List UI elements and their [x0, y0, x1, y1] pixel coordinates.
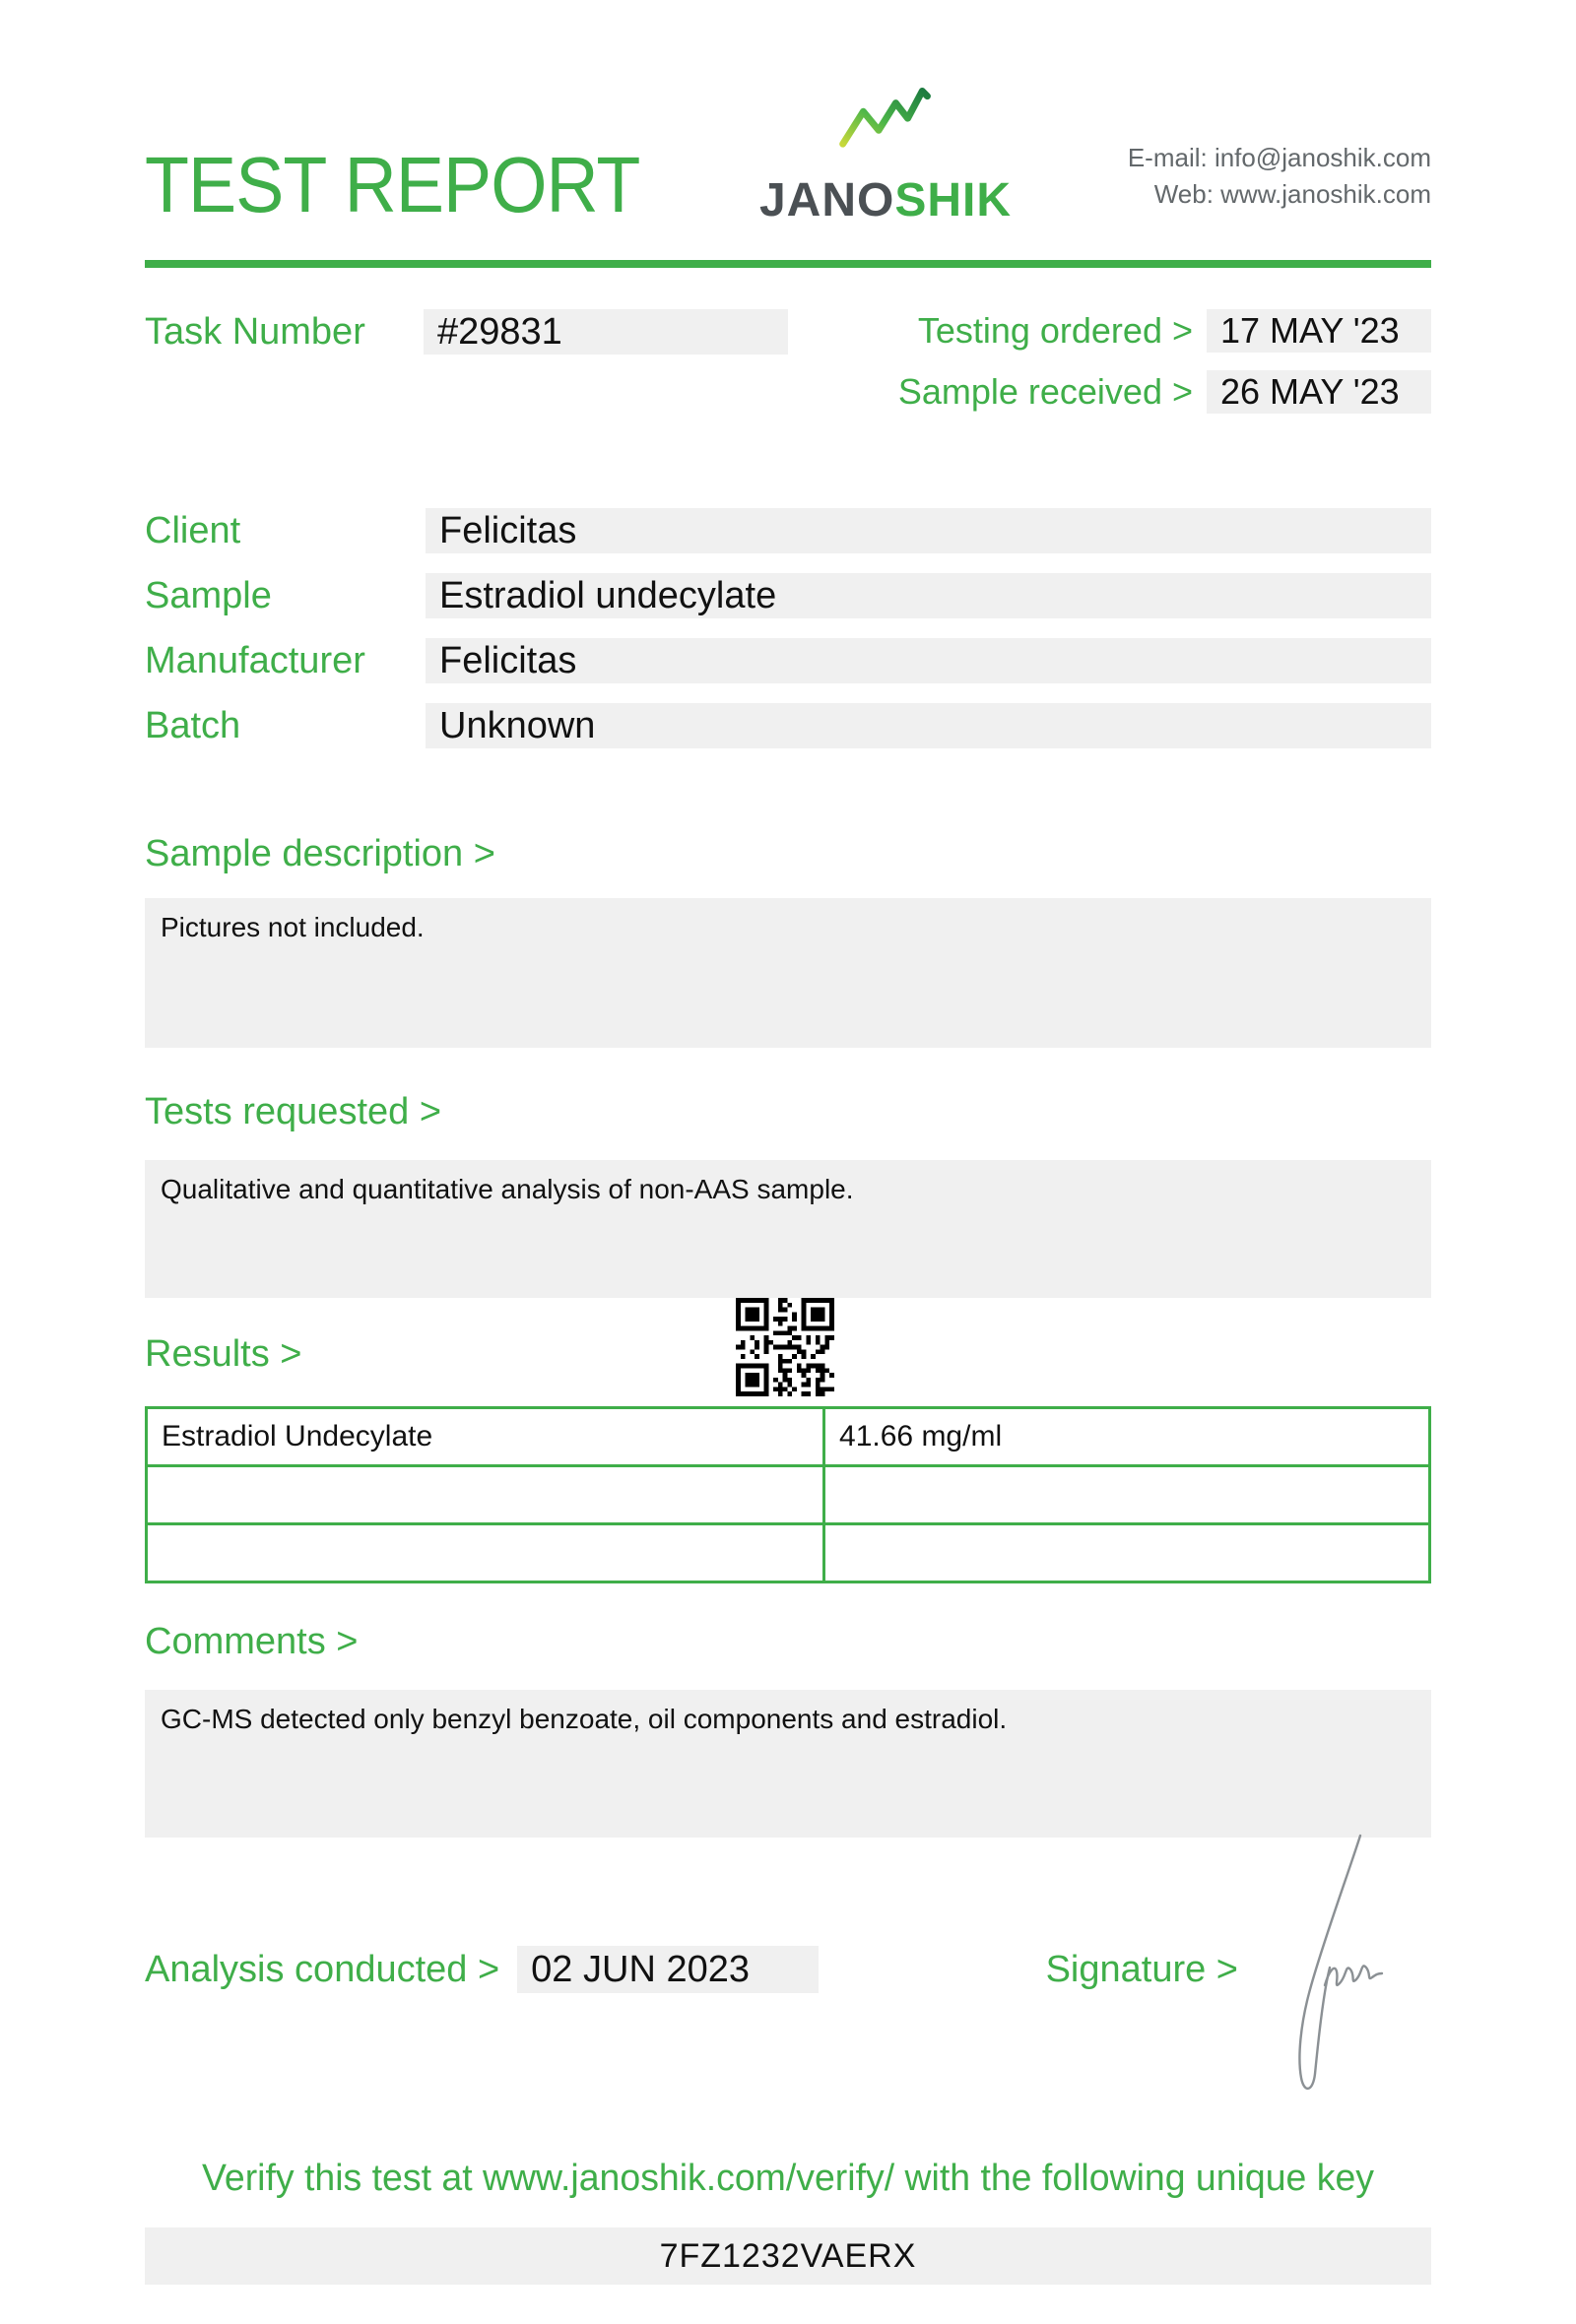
verify-text: Verify this test at www.janoshik.com/verify/ with the following unique key	[201, 2158, 1374, 2199]
logo-jano: JANO	[758, 174, 895, 226]
table-row	[147, 1408, 1430, 1466]
table-row	[147, 1466, 1430, 1524]
task-number-label: Task Number	[145, 310, 365, 353]
sample-received-row	[898, 370, 1431, 414]
contact-web: Web: www.janoshik.com	[1153, 179, 1431, 209]
result-name-cell: Estradiol Undecylate	[147, 1408, 824, 1466]
verify-key: 7FZ1232VAERX	[145, 2227, 1431, 2285]
info-row-client	[145, 508, 1431, 553]
growth-chart-icon	[834, 79, 937, 173]
sample-received-value: 26 MAY '23	[1207, 370, 1431, 414]
comments-body: GC-MS detected only benzyl benzoate, oil components and estradiol.	[145, 1690, 1431, 1838]
results-header	[145, 1333, 1431, 1402]
task-row	[145, 309, 1431, 414]
sample-info	[145, 508, 1431, 748]
comments-heading: Comments >	[145, 1621, 359, 1662]
logo-shik: SHIK	[894, 174, 1013, 226]
analysis-conducted-label: Analysis conducted >	[145, 1948, 500, 1990]
info-row-batch	[145, 703, 1431, 748]
analysis-conducted	[145, 1946, 819, 1993]
tests-requested-body: Qualitative and quantitative analysis of non-AAS sample.	[145, 1160, 1431, 1298]
sample-label: Sample	[145, 575, 272, 616]
task-number-value: #29831	[424, 309, 788, 355]
batch-label: Batch	[145, 705, 241, 746]
sample-received-label: Sample received >	[897, 371, 1193, 412]
logo	[759, 79, 1012, 225]
logo-wordmark	[758, 174, 1013, 226]
tests-requested-heading: Tests requested >	[145, 1091, 442, 1132]
table-row	[147, 1524, 1430, 1582]
result-name-cell	[147, 1466, 824, 1524]
result-value-cell: 41.66 mg/ml	[824, 1408, 1430, 1466]
testing-ordered-row	[898, 309, 1431, 353]
qr-code	[736, 1298, 834, 1396]
result-name-cell	[147, 1524, 824, 1582]
result-value-cell	[824, 1466, 1430, 1524]
batch-value: Unknown	[426, 703, 1431, 748]
testing-ordered-value: 17 MAY '23	[1207, 309, 1431, 353]
analysis-conducted-value: 02 JUN 2023	[517, 1946, 819, 1993]
results-table	[145, 1406, 1431, 1583]
results-heading: Results >	[145, 1333, 302, 1375]
signature-block	[1046, 1940, 1384, 1999]
info-row-manufacturer	[145, 638, 1431, 683]
header-divider	[145, 260, 1431, 268]
dates-block	[898, 309, 1431, 414]
manufacturer-label: Manufacturer	[145, 640, 365, 681]
task-number	[145, 309, 788, 355]
client-label: Client	[145, 510, 241, 551]
sample-value: Estradiol undecylate	[426, 573, 1431, 618]
signature-image	[1274, 1940, 1384, 1999]
signature-label: Signature >	[1045, 1948, 1238, 1990]
footer-row	[145, 1940, 1431, 1999]
sample-description-heading: Sample description >	[145, 833, 495, 874]
manufacturer-value: Felicitas	[426, 638, 1431, 683]
contact-email: E-mail: info@janoshik.com	[1127, 143, 1431, 172]
info-row-sample	[145, 573, 1431, 618]
page-title: TEST REPORT	[145, 141, 640, 228]
testing-ordered-label: Testing ordered >	[917, 310, 1193, 351]
header	[0, 0, 1576, 228]
result-value-cell	[824, 1524, 1430, 1582]
contact-block	[1128, 140, 1431, 225]
client-value: Felicitas	[426, 508, 1431, 553]
sample-description-body: Pictures not included.	[145, 898, 1431, 1048]
